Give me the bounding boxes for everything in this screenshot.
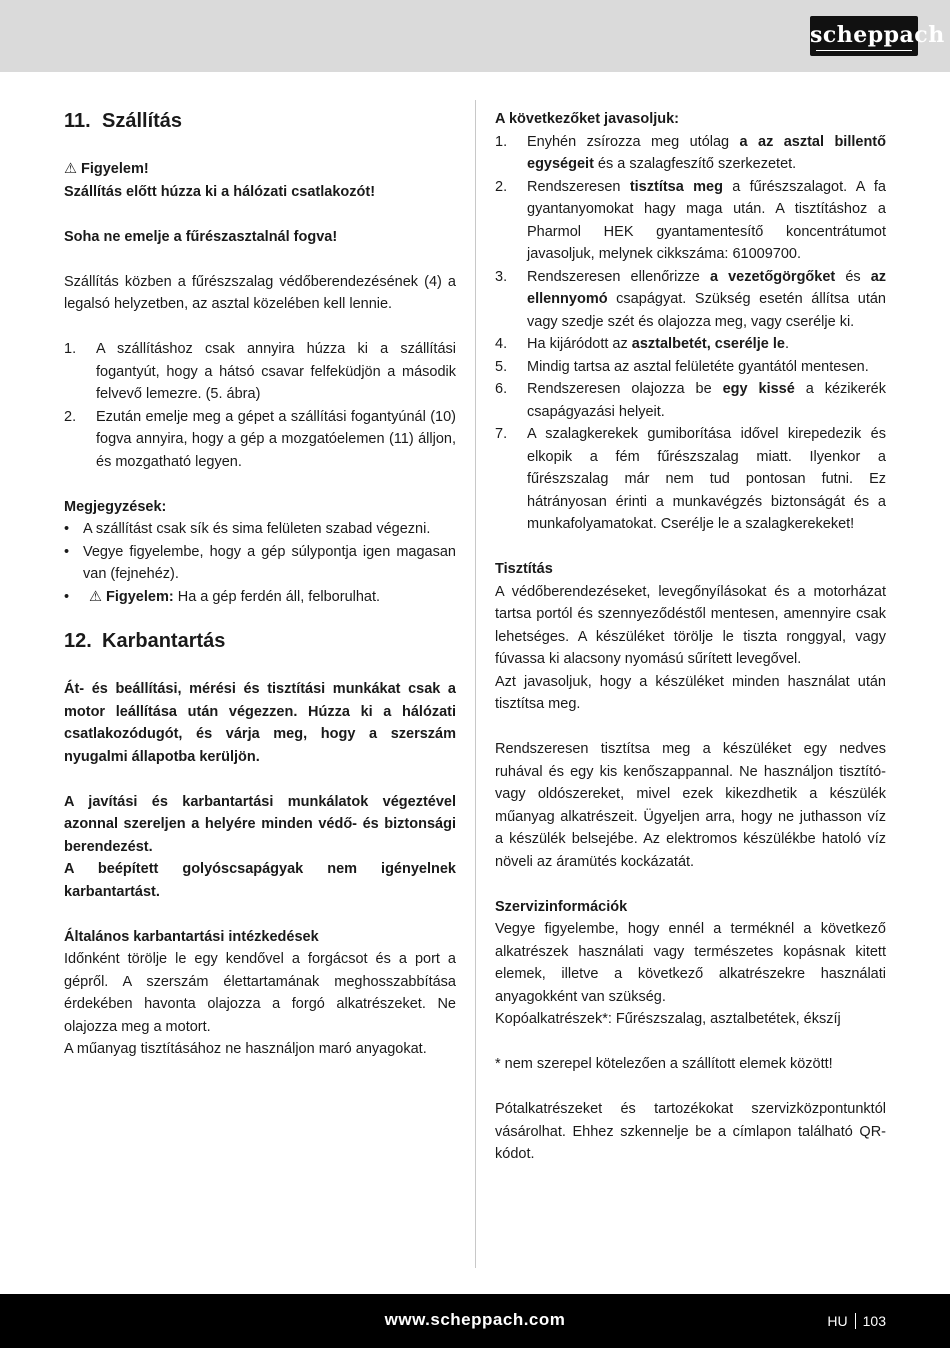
item-bold: a az asztal billentő egységeit bbox=[527, 133, 886, 172]
section-number: 12. bbox=[64, 630, 92, 652]
transport-paragraph: Szállítás közben a fűrészszalag védőberendezésének (4) a legalsó helyzetben, az asztal közelében kell lennie. bbox=[64, 273, 456, 312]
scheppach-logo: scheppach bbox=[810, 16, 918, 56]
item-number: 1. bbox=[495, 133, 508, 150]
service-text-3: Pótalkatrészeket és tartozékokat szervizközpontunktól vásárolhat. Ehhez szkennelje be a címlapon található QR-kódot. bbox=[495, 1101, 886, 1162]
item-text: Mindig tartsa az asztal felületéte gyantától mentesen. bbox=[527, 358, 869, 375]
item-text: a kézikerék csapágyazási helyeit. bbox=[527, 381, 886, 420]
item-bold: a vezetőgörgőket bbox=[709, 268, 836, 285]
list-item bbox=[495, 333, 886, 356]
recommend-heading: A következőket javasoljuk: bbox=[495, 111, 680, 127]
section-title: Karbantartás bbox=[102, 630, 226, 652]
column-divider bbox=[475, 100, 476, 1268]
cleaning-text-3: Rendszeresen tisztítsa meg a készüléket egy nedves ruhával és egy kis kenőszappannal. Ne használjon tisztító- vagy oldószereket, mivel ezek kikezdhetik a készülék műanyag alkatrészeit. Ügyeljen arra, hogy ne juthasson víz a készülék belsejébe. Az elektromos készülékbe hatoló víz növeli az áramütés kockázatát. bbox=[495, 741, 886, 870]
header-bar bbox=[0, 0, 950, 72]
left-column bbox=[64, 108, 456, 1061]
item-text: Rendszeresen bbox=[527, 178, 630, 195]
list-item bbox=[495, 131, 886, 176]
item-number: 5. bbox=[495, 358, 508, 375]
item-text: . bbox=[784, 336, 789, 352]
website-url: www.scheppach.com bbox=[384, 1310, 566, 1329]
list-item bbox=[495, 378, 886, 423]
bullet: • bbox=[64, 588, 70, 605]
item-bold: tisztítsa meg bbox=[629, 178, 723, 195]
service-text-2: Kopóalkatrészek*: Fűrészszalag, asztalbetétek, ékszíj bbox=[495, 1011, 841, 1027]
item-text: a fűrészszalagot. A fa gyantanyomokat hagy maga után. A tisztításhoz a Pharmol HEK gyantamentesítő koncentrátumot javasoljuk, melynek cikkszáma: 61009700. bbox=[527, 178, 886, 262]
general-maintenance-text: Időnként törölje le egy kendővel a forgácsot és a port a gépről. A szerszám élettartamának meghosszabbítása érdekében havonta olajozza a forgó alkatrészeket. Ne olajozza meg a motort. bbox=[64, 951, 456, 1035]
language-code: HU bbox=[827, 1313, 848, 1329]
notes-list bbox=[64, 518, 456, 608]
item-text: Ha kijáródott az bbox=[527, 336, 632, 352]
item-bold: asztalbetét, cserélje le bbox=[631, 336, 785, 352]
step-number: 1. bbox=[64, 341, 77, 357]
item-text: és a szalagfeszítő szerkezetet. bbox=[593, 156, 797, 172]
page-indicator bbox=[827, 1310, 886, 1333]
service-note: * nem szerepel kötelezően a szállított elemek között! bbox=[495, 1056, 833, 1072]
warning-heading bbox=[64, 158, 456, 181]
page-number: 103 bbox=[862, 1313, 886, 1329]
maintenance-bold-3: A beépített golyóscsapágyak nem igényelnek karbantartást. bbox=[64, 861, 456, 900]
item-text: A szalagkerekek gumiborítása idővel kirepedezik és elkopik a fém fűrészszalag miatt. Ilyenkor a fűrészszalag már nem tud pontosan futni. Ez hátrányosan érinti a munkavégzés biztonságát és a munkafolyamatokat. Cserélje le a szalagkerekeket! bbox=[527, 426, 886, 532]
step-number: 2. bbox=[64, 408, 77, 425]
list-item bbox=[495, 356, 886, 379]
section-number: 11. bbox=[64, 110, 91, 132]
maintenance-bold-2: A javítási és karbantartási munkálatok végeztével azonnal szereljen a helyére minden védő- és biztonsági berendezést. bbox=[64, 793, 456, 855]
item-number: 7. bbox=[495, 426, 508, 442]
section-11-heading bbox=[64, 108, 456, 134]
footer-bar bbox=[0, 1294, 950, 1348]
general-maintenance-heading: Általános karbantartási intézkedések bbox=[64, 928, 319, 945]
item-number: 3. bbox=[495, 268, 508, 285]
general-maintenance-text-2: A műanyag tisztításához ne használjon maró anyagokat. bbox=[64, 1041, 427, 1057]
list-item bbox=[495, 176, 886, 266]
cleaning-text-1: A védőberendezéseket, levegőnyílásokat és a motorházat tartsa portól és szennyeződéstől mentesen, amennyire csak lehetséges. A készüléket törölje le tiszta ronggyal, vagy fúvassa ki alacsony nyomású sűrített levegővel. bbox=[495, 583, 886, 667]
notes-heading: Megjegyzések: bbox=[64, 498, 167, 515]
section-12-heading bbox=[64, 628, 456, 654]
step-text: A szállításhoz csak annyira húzza ki a szállítási fogantyút, hogy a hátsó csavar felfeküdjön a második felvevő lemezre. (5. ábra) bbox=[96, 341, 456, 402]
item-text: és bbox=[835, 268, 871, 285]
list-item bbox=[64, 586, 456, 609]
service-text-1: Vegye figyelembe, hogy ennél a terméknél a következő alkatrészek használati vagy természetes kopásnak kitett elemek, illetve a következő alkatrészekre használati anyagokként van szükség. bbox=[495, 921, 886, 1005]
list-item bbox=[64, 406, 456, 474]
right-column bbox=[495, 108, 886, 1166]
warning-text: Szállítás előtt húzza ki a hálózati csatlakozót! bbox=[64, 183, 376, 200]
item-text: csapágyat. Szükség esetén állítsa után vagy szedje szét és olajozza meg, vagy cserélje ki. bbox=[527, 291, 886, 330]
lift-warning: Soha ne emelje a fűrészasztalnál fogva! bbox=[64, 228, 338, 245]
note-text: A szállítást csak sík és sima felületen szabad végezni. bbox=[83, 521, 431, 537]
list-item bbox=[64, 338, 456, 406]
note-text: Vegye figyelembe, hogy a gép súlypontja igen magasan van (fejnehéz). bbox=[83, 543, 456, 582]
transport-steps bbox=[64, 338, 456, 473]
warning-triangle-icon: ⚠ bbox=[89, 588, 102, 605]
list-item bbox=[495, 423, 886, 536]
recommend-list bbox=[495, 131, 886, 536]
separator bbox=[855, 1313, 856, 1329]
item-number: 2. bbox=[495, 178, 508, 195]
bullet: • bbox=[64, 543, 70, 560]
item-bold: az ellennyomó bbox=[527, 268, 887, 307]
note-warning-label: Figyelem: bbox=[106, 588, 174, 605]
cleaning-heading: Tisztítás bbox=[495, 561, 553, 577]
cleaning-text-2: Azt javasoljuk, hogy a készüléket minden használat után tisztítsa meg. bbox=[495, 673, 886, 712]
service-heading: Szervizinformációk bbox=[495, 898, 628, 915]
warning-label: Figyelem! bbox=[81, 161, 149, 177]
item-text: Enyhén zsírozza meg utólag bbox=[527, 133, 740, 150]
step-text: Ezután emelje meg a gépet a szállítási fogantyúnál (10) fogva annyira, hogy a gép a mozgatóelemen (11) álljon, és mozgatható legyen. bbox=[96, 408, 456, 470]
list-item bbox=[495, 266, 886, 334]
bullet: • bbox=[64, 521, 70, 537]
list-item bbox=[64, 541, 456, 586]
list-item bbox=[64, 518, 456, 541]
item-text: Rendszeresen ellenőrizze bbox=[527, 268, 710, 285]
item-number: 4. bbox=[495, 336, 508, 352]
note-text: Ha a gép ferdén áll, felborulhat. bbox=[173, 588, 381, 605]
item-number: 6. bbox=[495, 381, 508, 397]
maintenance-bold-1: Át- és beállítási, mérési és tisztítási munkákat csak a motor leállítása után végezzen. Húzza ki a hálózati csatlakozódugót, és várja meg, hogy a szerszám nyugalmi állapotba kerüljön. bbox=[64, 681, 456, 765]
item-bold: egy kissé bbox=[722, 381, 795, 397]
item-text: Rendszeresen olajozza be bbox=[527, 381, 723, 397]
warning-triangle-icon: ⚠ bbox=[64, 161, 77, 177]
section-title: Szállítás bbox=[102, 110, 183, 132]
